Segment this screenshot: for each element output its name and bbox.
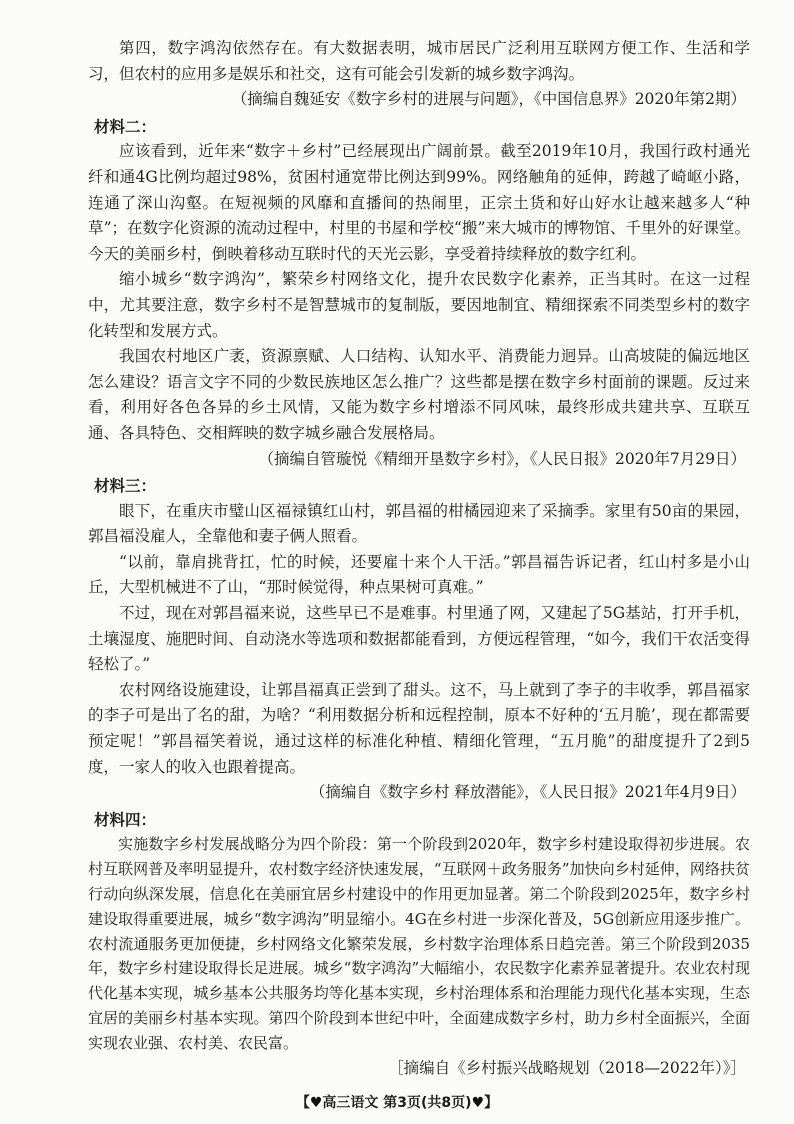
source-citation-2: （摘编自管璇悦《精细开垦数字乡村》，《人民日报》2020年7月29日） — [258, 449, 746, 468]
material-3-paragraph: 不过，现在对郭昌福来说，这些早已不是难事。村里通了网，又建起了5G基站，打开手机，土壤湿度、施肥时间、自动浇水等选项和数据都能看到，方便远程管理，“如今，我们干农活变得轻松了。” — [88, 604, 750, 674]
page-footer — [0, 1092, 794, 1112]
material-3-heading: 材料三： — [94, 476, 157, 496]
material-4-paragraph: 实施数字乡村发展战略分为四个阶段：第一个阶段到2020年，数字乡村建设取得初步进展。农村互联网普及率明显提升，农村数字经济快速发展，“互联网＋政务服务”加快向乡村延伸，网络扶贫行动向纵深发展，信息化在美丽宜居乡村建设中的作用更加显著。第二个阶段到2025年，数字乡村建设取得重要进展，城乡“数字鸿沟”明显缩小。4G在乡村进一步深化普及，5G创新应用逐步推广。农村流通服务更加便捷，乡村网络文化繁荣发展，乡村数字治理体系日趋完善。第三个阶段到2035年，数字乡村建设取得长足进展。城乡“数字鸿沟”大幅缩小，农民数字化素养显著提升。农业农村现代化基本实现，城乡基本公共服务均等化基本实现，乡村治理体系和治理能力现代化基本实现，生态宜居的美丽乡村基本实现。第四个阶段到本世纪中叶，全面建成数字乡村，助力乡村全面振兴，全面实现农业强、农村美、农民富。 — [88, 835, 750, 1052]
paragraph-fourth-point: 第四，数字鸿沟依然存在。有大数据表明，城市居民广泛利用互联网方便工作、生活和学习，但农村的应用多是娱乐和社交，这有可能会引发新的城乡数字鸿沟。 — [88, 39, 750, 83]
footer-subject: 高三语文 — [322, 1095, 379, 1111]
source-citation-4: ［摘编自《乡村振兴战略规划（2018—2022年）》］ — [388, 1058, 746, 1077]
material-2-paragraph: 应该看到，近年来“数字＋乡村”已经展现出广阔前景。截至2019年10月，我国行政村通光纤和通4G比例均超过98%，贫困村通宽带比例达到99%。网络触角的延伸，跨越了崎岖小路，连通了深山沟壑。在短视频的风靡和直播间的热闹里，正宗土货和好山好水让越来越多人“种草”；在数字化资源的流动过程中，村里的书屋和学校“搬”来大城市的博物馆、千里外的好课堂。今天的美丽乡村，倒映着移动互联时代的天光云影，享受着持续释放的数字红利。 — [88, 142, 750, 263]
source-citation-1: （摘编自魏延安《数字乡村的进展与问题》，《中国信息界》2020年第2期） — [231, 90, 746, 109]
page-content — [88, 36, 750, 1081]
material-2-paragraph: 缩小城乡“数字鸿沟”，繁荣乡村网络文化，提升农民数字化素养，正当其时。在这一过程中，尤其要注意，数字乡村不是智慧城市的复制版，要因地制宜、精细探索不同类型乡村的数字化转型和发展方式。 — [88, 270, 750, 340]
material-4-heading: 材料四： — [94, 809, 157, 829]
material-2-heading: 材料二： — [94, 116, 157, 136]
footer-page-number: 第3页(共8页) — [383, 1095, 472, 1111]
material-3-paragraph: 眼下，在重庆市璧山区福禄镇红山村，郭昌福的柑橘园迎来了采摘季。家里有50亩的果园，郭昌福没雇人，全靠他和妻子俩人照看。 — [88, 501, 750, 546]
material-2-paragraph: 我国农村地区广袤，资源禀赋、人口结构、认知水平、消费能力迥异。山高坡陡的偏远地区怎么建设？语言文字不同的少数民族地区怎么推广？这些都是摆在数字乡村面前的课题。反过来看，利用好各色各异的乡土风情，又能为数字乡村增添不同风味，最终形成共建共享、互联互通、各具特色、交相辉映的数字城乡融合发展格局。 — [88, 347, 750, 442]
heart-icon: ♥ — [309, 1095, 323, 1111]
footer-left-bracket: 【 — [295, 1095, 310, 1111]
heart-icon: ♥ — [471, 1095, 485, 1111]
source-citation-3: （摘编自《数字乡村 释放潜能》，《人民日报》2021年4月9日） — [309, 783, 746, 802]
footer-right-bracket: 】 — [484, 1095, 499, 1111]
material-3-paragraph: “以前，靠肩挑背扛，忙的时候，还要雇十来个人干活。”郭昌福告诉记者，红山村多是小山丘，大型机械进不了山，“那时候觉得，种点果树可真难。” — [88, 552, 750, 597]
material-3-paragraph: 农村网络设施建设，让郭昌福真正尝到了甜头。这不，马上就到了李子的丰收季，郭昌福家的李子可是出了名的甜，为啥？“利用数据分析和远程控制，原本不好种的‘五月脆’，现在都需要预定呢！”郭昌福笑着说，通过这样的标准化种植、精细化管理，“五月脆”的甜度提升了2到5度，一家人的收入也跟着提高。 — [88, 680, 750, 776]
